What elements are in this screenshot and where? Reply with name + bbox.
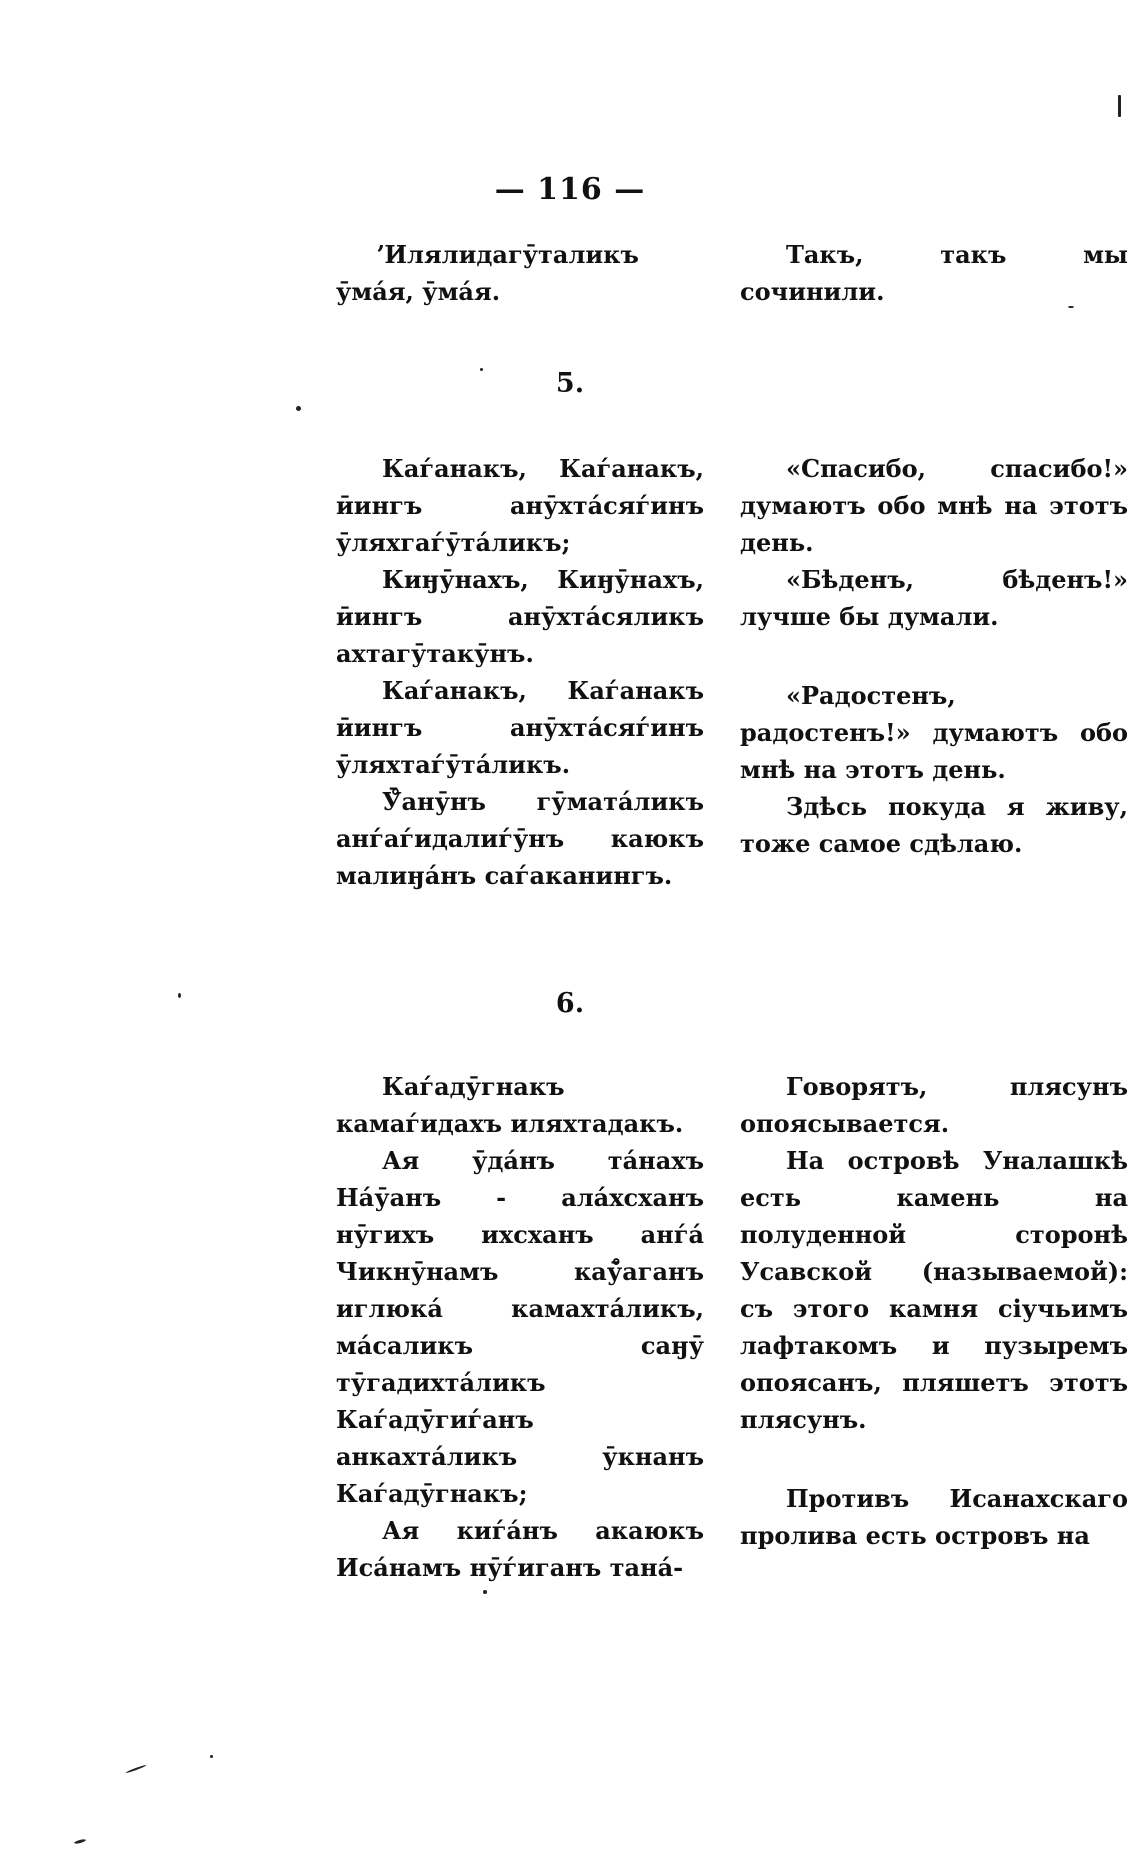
paragraph: Ая киѓáнъ акаюкъ Исáнамъ нӯѓиганъ танá- <box>336 1516 704 1582</box>
scan-speck <box>210 1755 213 1758</box>
scan-speck <box>1068 306 1074 308</box>
top-block-left-column <box>336 236 704 310</box>
paragraph: Говорятъ, плясунъ опоясывается. <box>740 1072 1128 1138</box>
scan-speck <box>296 406 301 411</box>
section-6-left-column <box>336 1068 704 1586</box>
scan-speck <box>178 993 181 998</box>
section-number-6: 6. <box>555 988 585 1019</box>
paragraph: «Спасибо, спасибо!» думаютъ обо мнѣ на этотъ день. <box>740 454 1128 557</box>
section-5-left-column <box>336 450 704 894</box>
section-6-right-column <box>740 1068 1128 1554</box>
scan-speck <box>483 1590 487 1594</box>
paragraph: «Бѣденъ, бѣденъ!» лучше бы думали. <box>740 565 1128 631</box>
paragraph: На островѣ Уналашкѣ есть камень на полуденной сторонѣ Усавской (называемой): съ этого камня сiучьимъ лафтакомъ и пузыремъ опоясанъ, пляшетъ этотъ плясунъ. <box>740 1146 1128 1434</box>
scan-speck <box>480 368 483 371</box>
scan-speck <box>74 1838 86 1844</box>
paragraph: Каѓанакъ, Каѓанакъ, ӣингъ анӯхтáсяѓинъ ӯляхгаѓӯтáликъ; <box>336 454 704 557</box>
paragraph: Ая ӯдáнъ тáнахъ Нáӯанъ - алáхсханъ нӯгихъ ихсханъ анѓá Чикнӯнамъ каӯ̊аганъ иглюкá камахтáликъ, мáсаликъ саӈӯ тӯгадихтáликъ Каѓадӯгиѓанъ анкахтáликъ ӯкнанъ Каѓадӯгнакъ; <box>336 1146 704 1508</box>
paragraph: Здѣсь покуда я живу, тоже самое сдѣлаю. <box>740 792 1128 858</box>
paragraph: Ӯ̊анӯнъ гӯматáликъ анѓаѓидалиѓӯнъ каюкъ малиӈáнъ саѓаканингъ. <box>336 787 704 890</box>
paragraph: Каѓанакъ, Каѓанакъ ӣингъ анӯхтáсяѓинъ ӯляхтаѓӯтáликъ. <box>336 676 704 779</box>
paragraph: ʼИлялидагӯталикъ ӯмáя, ӯмáя. <box>336 240 639 306</box>
section-number-5: 5. <box>555 368 585 399</box>
scan-speck <box>1118 95 1121 117</box>
scan-speck <box>125 1764 146 1773</box>
paragraph: Каѓадӯгнакъ камаѓидахъ иляхтадакъ. <box>336 1072 684 1138</box>
paragraph: Такъ, такъ мы сочинили. <box>740 240 1128 306</box>
paragraph: Киӈӯнахъ, Киӈӯнахъ, ӣингъ анӯхтáсяликъ ахтагӯтакӯнъ. <box>336 565 704 668</box>
section-5-right-column <box>740 450 1128 862</box>
paragraph: Противъ Исанахскаго пролива есть островъ на <box>740 1484 1128 1550</box>
page-number: — 116 — <box>494 172 646 207</box>
paragraph: «Радостенъ, радостенъ!» думаютъ обо мнѣ на этотъ день. <box>740 681 1128 784</box>
top-block-right-column <box>740 236 1128 310</box>
